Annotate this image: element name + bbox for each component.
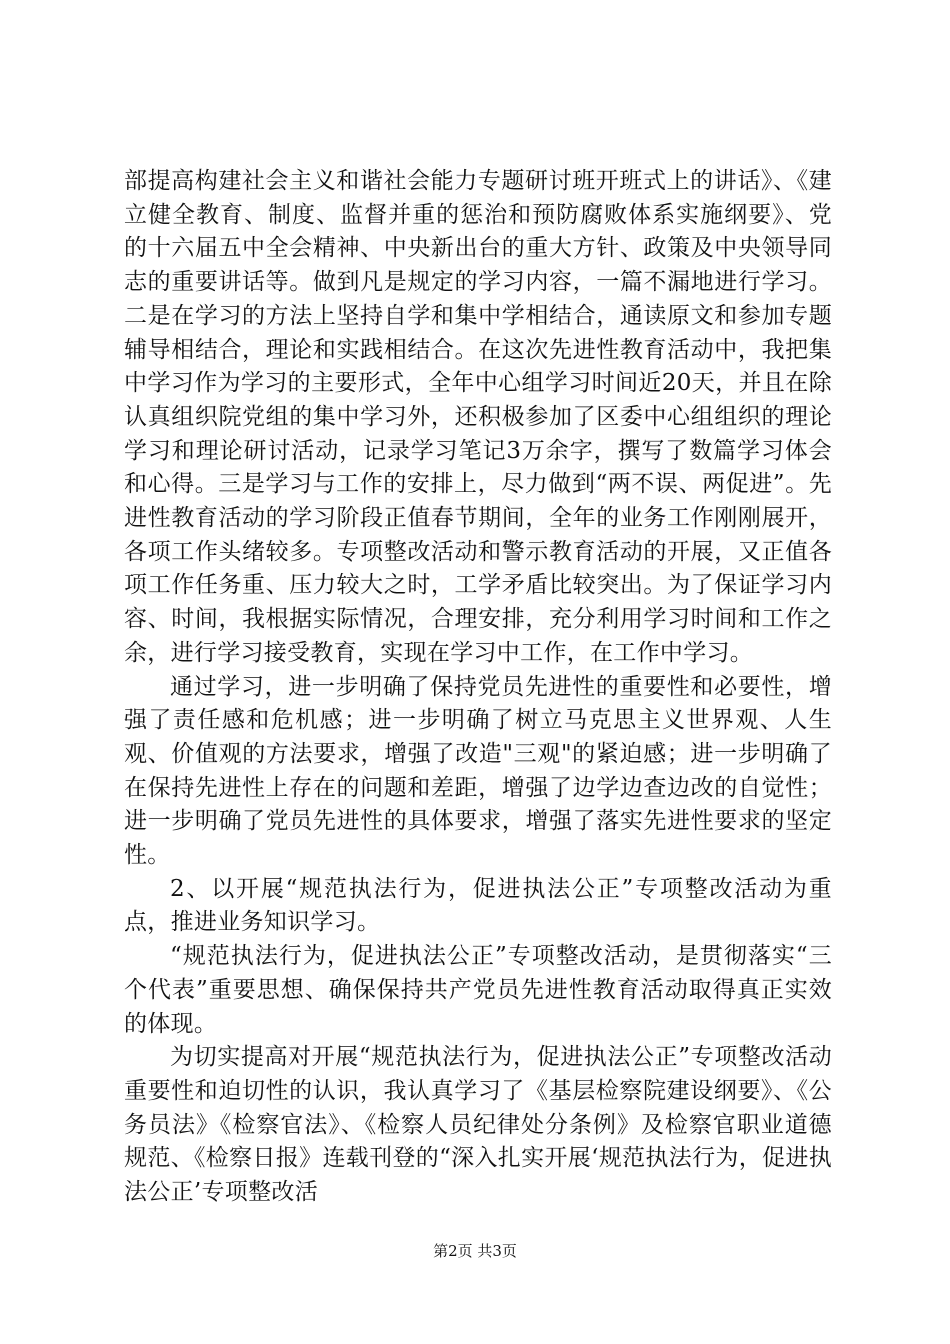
document-body [124,165,832,1210]
paragraph-4: “规范执法行为，促进执法公正”专项整改活动，是贯彻落实“三个代表”重要思想、确保保持共产党员先进性教育活动取得真正实效的体现。 [124,943,832,1037]
paragraph-3: 2、以开展“规范执法行为，促进执法公正”专项整改活动为重点，推进业务知识学习。 [124,875,832,936]
paragraph-1: 部提高构建社会主义和谐社会能力专题研讨班开班式上的讲话》、《建立健全教育、制度、监督并重的惩治和预防腐败体系实施纲要》、党的十六届五中全会精神、中央新出台的重大方针、政策及中央领导同志的重要讲话等。做到凡是规定的学习内容，一篇不漏地进行学习。二是在学习的方法上坚持自学和集中学相结合，通读原文和参加专题辅导相结合，理论和实践相结合。在这次先进性教育活动中，我把集中学习作为学习的主要形式，全年中心组学习时间近20天，并且在除认真组织院党组的集中学习外，还积极参加了区委中心组组织的理论学习和理论研讨活动，记录学习笔记3万余字，撰写了数篇学习体会和心得。三是学习与工作的安排上，尽力做到“两不误、两促进”。先进性教育活动的学习阶段正值春节期间，全年的业务工作刚刚展开，各项工作头绪较多。专项整改活动和警示教育活动的开展，又正值各项工作任务重、压力较大之时，工学矛盾比较突出。为了保证学习内容、时间，我根据实际情况，合理安排，充分利用学习时间和工作之余，进行学习接受教育，实现在学习中工作，在工作中学习。 [124,168,832,666]
paragraph-5: 为切实提高对开展“规范执法行为，促进执法公正”专项整改活动重要性和迫切性的认识，我认真学习了《基层检察院建设纲要》、《公务员法》《检察官法》、《检察人员纪律处分条例》及检察官职业道德规范、《检察日报》连载刊登的“深入扎实开展‘规范执法行为，促进执法公正’专项整改活 [124,1044,832,1206]
paragraph-2: 通过学习，进一步明确了保持党员先进性的重要性和必要性，增强了责任感和危机感；进一步明确了树立马克思主义世界观、人生观、价值观的方法要求，增强了改造"三观"的紧迫感；进一步明确了在保持先进性上存在的问题和差距，增强了边学边查边改的自觉性；进一步明确了党员先进性的具体要求，增强了落实先进性要求的坚定性。 [124,673,832,869]
page-footer: 第2页 共3页 [433,1242,517,1260]
